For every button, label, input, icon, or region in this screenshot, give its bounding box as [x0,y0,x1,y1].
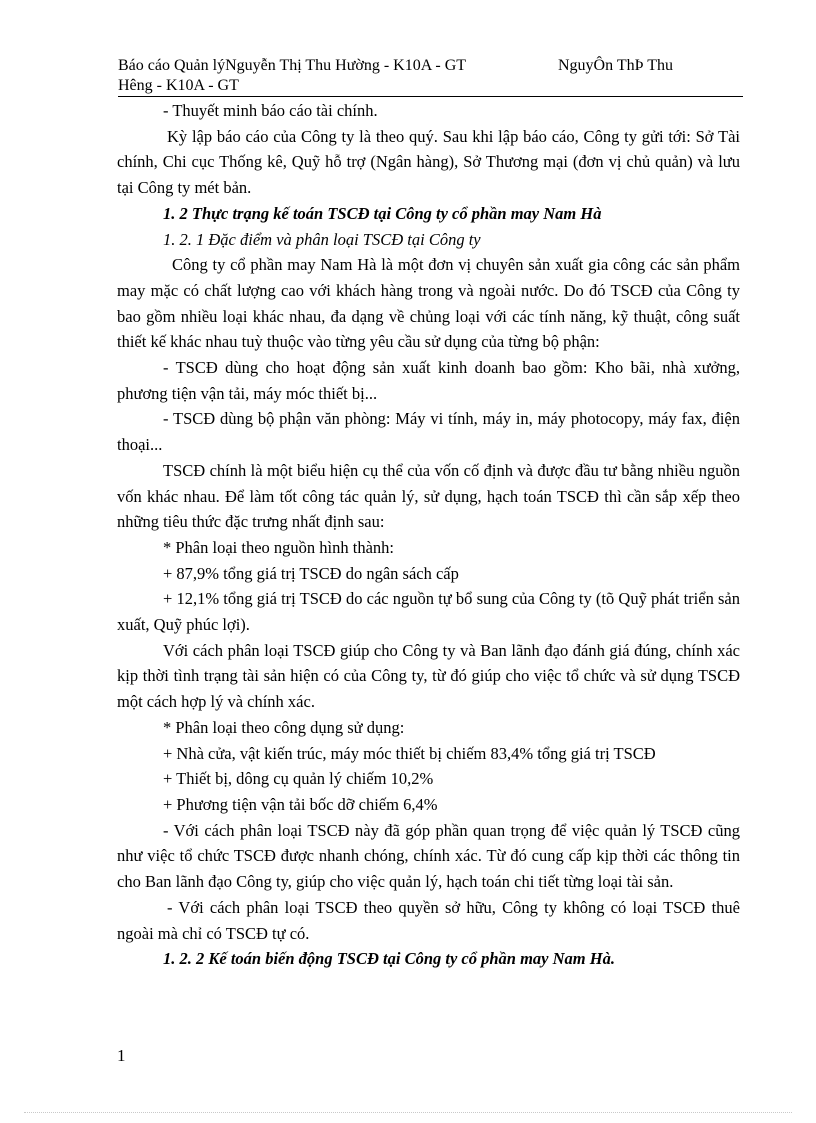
paragraph: Kỳ lập báo cáo của Công ty là theo quý. Sau khi lập báo cáo, Công ty gửi tới: Sở Tài chính, Chi cục Thống kê, Quỹ hỗ trợ (Ngân hàng), Sở Thương mại (đơn vị chủ quản) và lưu tại Công ty mét bản. [117,126,740,198]
page-header [118,56,743,97]
list-item: + 12,1% tổng giá trị TSCĐ do các nguồn tự bổ sung của Công ty (tõ Quỹ phát triển sản xuất, Quỹ phúc lợi). [117,589,740,635]
header-left-text: Báo cáo Quản lýNguyễn Thị Thu Hường - K10A - GT [118,57,467,74]
subsection-heading: 1. 2. 1 Đặc điểm và phân loại TSCĐ tại Công ty [163,229,481,249]
list-item: + 87,9% tổng giá trị TSCĐ do ngân sách cấp [163,563,459,583]
paragraph: - Thuyết minh báo cáo tài chính. [163,101,378,120]
paragraph: - Với cách phân loại TSCĐ theo quyền sở hữu, Công ty không có loại TSCĐ thuê ngoài mà chỉ có TSCĐ tự có. [117,897,740,943]
paragraph: - Với cách phân loại TSCĐ này đã góp phần quan trọng để việc quản lý TSCĐ cũng như việc tổ chức TSCĐ được nhanh chóng, chính xác. Từ đó cung cấp kịp thời các thông tin cho Ban lãnh đạo Công ty, giúp cho việc quản lý, hạch toán chi tiết từng loại tài sản. [117,820,740,892]
list-item: + Thiết bị, dông cụ quản lý chiếm 10,2% [163,769,434,789]
list-item: * Phân loại theo nguồn hình thành: [163,537,394,557]
list-item: + Phương tiện vận tải bốc dỡ chiếm 6,4% [163,794,438,814]
header-second-line: Hêng - K10A - GT [118,77,239,94]
page-number: 1 [117,1046,126,1065]
page-bottom-dotted-rule [24,1112,792,1113]
document-body [117,98,740,972]
section-heading: 1. 2 Thực trạng kế toán TSCĐ tại Công ty cổ phần may Nam Hà [163,203,602,223]
paragraph: TSCĐ chính là một biểu hiện cụ thể của vốn cố định và được đầu tư bằng nhiều nguồn vốn khác nhau. Để làm tốt công tác quản lý, sử dụng, hạch toán TSCĐ thì cần sắp xếp theo những tiêu thức đặc trưng nhất định sau: [117,460,740,532]
paragraph: Công ty cổ phần may Nam Hà là một đơn vị chuyên sản xuất gia công các sản phẩm may mặc có chất lượng cao với khách hàng trong và ngoài nước. Do đó TSCĐ của Công ty bao gồm nhiều loại khác nhau, đa dạng về chủng loại với các tính năng, kỹ thuật, công suất thiết kế khác nhau tuỳ thuộc vào từng yêu cầu sử dụng của từng bộ phận: [117,255,740,352]
header-right-text: NguyÔn ThÞ Thu [558,57,673,74]
paragraph: - TSCĐ dùng bộ phận văn phòng: Máy vi tính, máy in, máy photocopy, máy fax, điện thoại... [117,409,740,455]
paragraph: - TSCĐ dùng cho hoạt động sản xuất kinh doanh bao gồm: Kho bãi, nhà xưởng, phương tiện vận tải, máy móc thiết bị... [117,358,740,403]
subsection-heading: 1. 2. 2 Kế toán biến động TSCĐ tại Công ty cổ phần may Nam Hà. [163,949,615,969]
list-item: * Phân loại theo công dụng sử dụng: [163,717,405,737]
list-item: + Nhà cửa, vật kiến trúc, máy móc thiết bị chiếm 83,4% tổng giá trị TSCĐ [163,743,656,763]
paragraph: Với cách phân loại TSCĐ giúp cho Công ty và Ban lãnh đạo đánh giá đúng, chính xác kịp thời tình trạng tài sản hiện có của Công ty, từ đó giúp cho việc tổ chức và sử dụng TSCĐ một cách hợp lý và chính xác. [117,640,740,712]
